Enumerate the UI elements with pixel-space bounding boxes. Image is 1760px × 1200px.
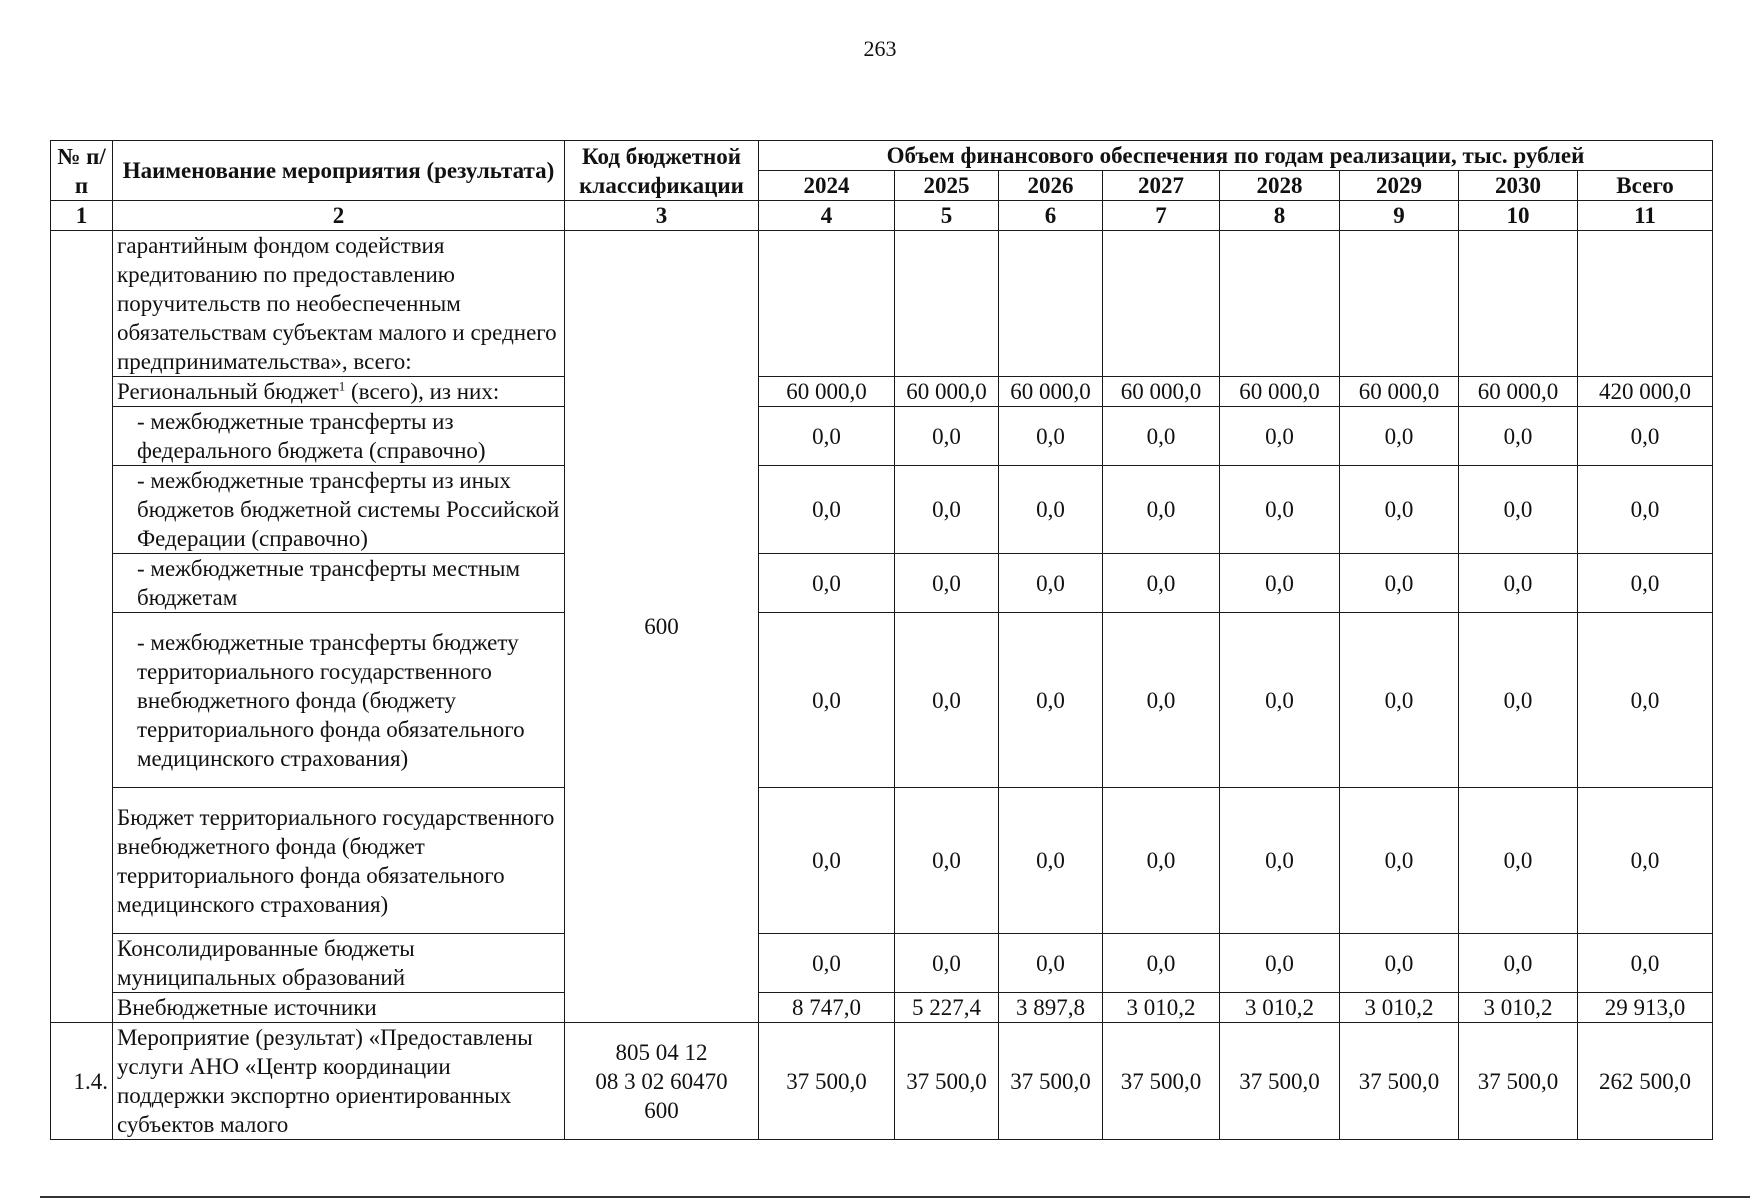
budget-code-line: 08 3 02 60470	[595, 1068, 728, 1094]
value-cell: 0,0	[1578, 554, 1713, 613]
row-name: Бюджет территориального государственного внебюджетного фонда (бюджет территориального фонда обязательного медицинского страхования)	[113, 788, 565, 934]
value-cell: 37 500,0	[1340, 1023, 1459, 1140]
value-cell	[1578, 231, 1713, 377]
value-cell: 0,0	[1459, 613, 1578, 788]
value-cell: 262 500,0	[1578, 1023, 1713, 1140]
header-volume: Объем финансового обеспечения по годам реализации, тыс. рублей	[759, 141, 1713, 171]
value-cell: 0,0	[1340, 788, 1459, 934]
value-cell: 0,0	[1340, 613, 1459, 788]
value-cell	[1340, 231, 1459, 377]
value-cell: 0,0	[1103, 788, 1220, 934]
row-index	[51, 231, 113, 1023]
header-total: Всего	[1578, 171, 1713, 201]
column-number: 4	[759, 201, 895, 231]
bottom-rule	[40, 1196, 1750, 1198]
table-row	[51, 554, 1713, 613]
column-number: 9	[1340, 201, 1459, 231]
header-year: 2027	[1103, 171, 1220, 201]
row-name: гарантийным фондом содействия кредитованию по предоставлению поручительств по необеспеченным обязательствам субъектам малого и среднего предпринимательства», всего:	[113, 231, 565, 377]
table-row	[51, 788, 1713, 934]
value-cell: 60 000,0	[895, 377, 999, 407]
row-name-text: (всего), из них:	[345, 379, 500, 404]
value-cell: 0,0	[1459, 466, 1578, 554]
column-number: 10	[1459, 201, 1578, 231]
header-year: 2030	[1459, 171, 1578, 201]
value-cell: 3 010,2	[1103, 993, 1220, 1023]
value-cell: 0,0	[895, 407, 999, 466]
value-cell: 0,0	[999, 466, 1103, 554]
value-cell: 37 500,0	[1103, 1023, 1220, 1140]
value-cell: 29 913,0	[1578, 993, 1713, 1023]
value-cell: 0,0	[1103, 466, 1220, 554]
column-number: 2	[113, 201, 565, 231]
value-cell: 0,0	[1459, 934, 1578, 993]
row-name: - межбюджетные трансферты из иных бюджетов бюджетной системы Российской Федерации (справочно)	[113, 466, 565, 554]
header-year: 2028	[1220, 171, 1340, 201]
header-name: Наименование мероприятия (результата)	[113, 141, 565, 201]
value-cell: 0,0	[1220, 554, 1340, 613]
value-cell: 0,0	[1103, 554, 1220, 613]
value-cell: 0,0	[895, 554, 999, 613]
value-cell	[895, 231, 999, 377]
value-cell: 0,0	[1578, 613, 1713, 788]
value-cell: 0,0	[999, 613, 1103, 788]
column-number: 1	[51, 201, 113, 231]
value-cell: 37 500,0	[999, 1023, 1103, 1140]
column-number: 6	[999, 201, 1103, 231]
header-year: 2029	[1340, 171, 1459, 201]
value-cell: 0,0	[999, 788, 1103, 934]
row-name: - межбюджетные трансферты местным бюджетам	[113, 554, 565, 613]
value-cell: 0,0	[1220, 407, 1340, 466]
value-cell	[999, 231, 1103, 377]
value-cell: 0,0	[999, 554, 1103, 613]
value-cell	[759, 231, 895, 377]
value-cell: 0,0	[1578, 407, 1713, 466]
value-cell: 3 010,2	[1220, 993, 1340, 1023]
value-cell: 60 000,0	[759, 377, 895, 407]
value-cell: 0,0	[1340, 466, 1459, 554]
value-cell: 0,0	[895, 466, 999, 554]
value-cell: 0,0	[759, 613, 895, 788]
budget-code: 600	[565, 231, 759, 1023]
value-cell: 0,0	[895, 613, 999, 788]
table-row	[51, 377, 1713, 407]
value-cell: 3 010,2	[1459, 993, 1578, 1023]
value-cell: 0,0	[1220, 613, 1340, 788]
row-name	[113, 377, 565, 407]
row-name: - межбюджетные трансферты из федерального бюджета (справочно)	[113, 407, 565, 466]
table-row	[51, 231, 1713, 377]
value-cell: 0,0	[1459, 407, 1578, 466]
value-cell	[1459, 231, 1578, 377]
value-cell: 0,0	[1459, 554, 1578, 613]
table-row	[51, 993, 1713, 1023]
value-cell: 0,0	[1578, 466, 1713, 554]
value-cell: 0,0	[999, 407, 1103, 466]
column-number: 5	[895, 201, 999, 231]
value-cell	[1220, 231, 1340, 377]
table-row	[51, 466, 1713, 554]
table-row	[51, 1023, 1713, 1140]
row-name: Мероприятие (результат) «Предоставлены услуги АНО «Центр координации поддержки экспортно ориентированных субъектов малого	[113, 1023, 565, 1140]
value-cell: 0,0	[759, 407, 895, 466]
header-num: № п/п	[51, 141, 113, 201]
header-year: 2026	[999, 171, 1103, 201]
value-cell: 8 747,0	[759, 993, 895, 1023]
header-code: Код бюджетной классификации	[565, 141, 759, 201]
value-cell: 420 000,0	[1578, 377, 1713, 407]
value-cell: 0,0	[759, 466, 895, 554]
value-cell: 0,0	[1578, 934, 1713, 993]
row-name: - межбюджетные трансферты бюджету территориального государственного внебюджетного фонда (бюджету территориального фонда обязательного медицинского страхования)	[113, 613, 565, 788]
value-cell: 5 227,4	[895, 993, 999, 1023]
value-cell: 0,0	[1340, 934, 1459, 993]
value-cell: 37 500,0	[1220, 1023, 1340, 1140]
column-number: 8	[1220, 201, 1340, 231]
value-cell: 3 010,2	[1340, 993, 1459, 1023]
page-number: 263	[863, 36, 897, 61]
budget-code-line: 600	[644, 1097, 679, 1123]
value-cell: 0,0	[1103, 934, 1220, 993]
value-cell: 37 500,0	[895, 1023, 999, 1140]
value-cell: 0,0	[759, 788, 895, 934]
value-cell: 0,0	[1220, 788, 1340, 934]
value-cell: 3 897,8	[999, 993, 1103, 1023]
value-cell: 0,0	[1459, 788, 1578, 934]
value-cell: 0,0	[1220, 934, 1340, 993]
value-cell: 0,0	[999, 934, 1103, 993]
value-cell: 0,0	[759, 554, 895, 613]
column-number: 11	[1578, 201, 1713, 231]
value-cell: 0,0	[1340, 407, 1459, 466]
value-cell: 37 500,0	[1459, 1023, 1578, 1140]
column-number: 7	[1103, 201, 1220, 231]
budget-code	[565, 1023, 759, 1140]
column-number: 3	[565, 201, 759, 231]
budget-code-line: 805 04 12	[615, 1039, 708, 1065]
table-row	[51, 613, 1713, 788]
header-year: 2025	[895, 171, 999, 201]
header-year: 2024	[759, 171, 895, 201]
value-cell: 60 000,0	[1103, 377, 1220, 407]
table-row	[51, 407, 1713, 466]
value-cell: 60 000,0	[1340, 377, 1459, 407]
row-name: Консолидированные бюджеты муниципальных образований	[113, 934, 565, 993]
row-name-text: Региональный бюджет	[117, 379, 339, 404]
value-cell: 0,0	[895, 934, 999, 993]
value-cell: 0,0	[759, 934, 895, 993]
financing-table	[50, 140, 1713, 1140]
value-cell: 60 000,0	[1459, 377, 1578, 407]
value-cell: 37 500,0	[759, 1023, 895, 1140]
value-cell: 0,0	[1103, 613, 1220, 788]
value-cell: 0,0	[1340, 554, 1459, 613]
value-cell: 60 000,0	[1220, 377, 1340, 407]
table-row	[51, 934, 1713, 993]
value-cell: 0,0	[1578, 788, 1713, 934]
value-cell	[1103, 231, 1220, 377]
value-cell: 0,0	[1220, 466, 1340, 554]
value-cell: 60 000,0	[999, 377, 1103, 407]
footnote-mark: 1	[338, 378, 346, 394]
value-cell: 0,0	[895, 788, 999, 934]
value-cell: 0,0	[1103, 407, 1220, 466]
row-name: Внебюджетные источники	[113, 993, 565, 1023]
row-index: 1.4.	[51, 1023, 113, 1140]
